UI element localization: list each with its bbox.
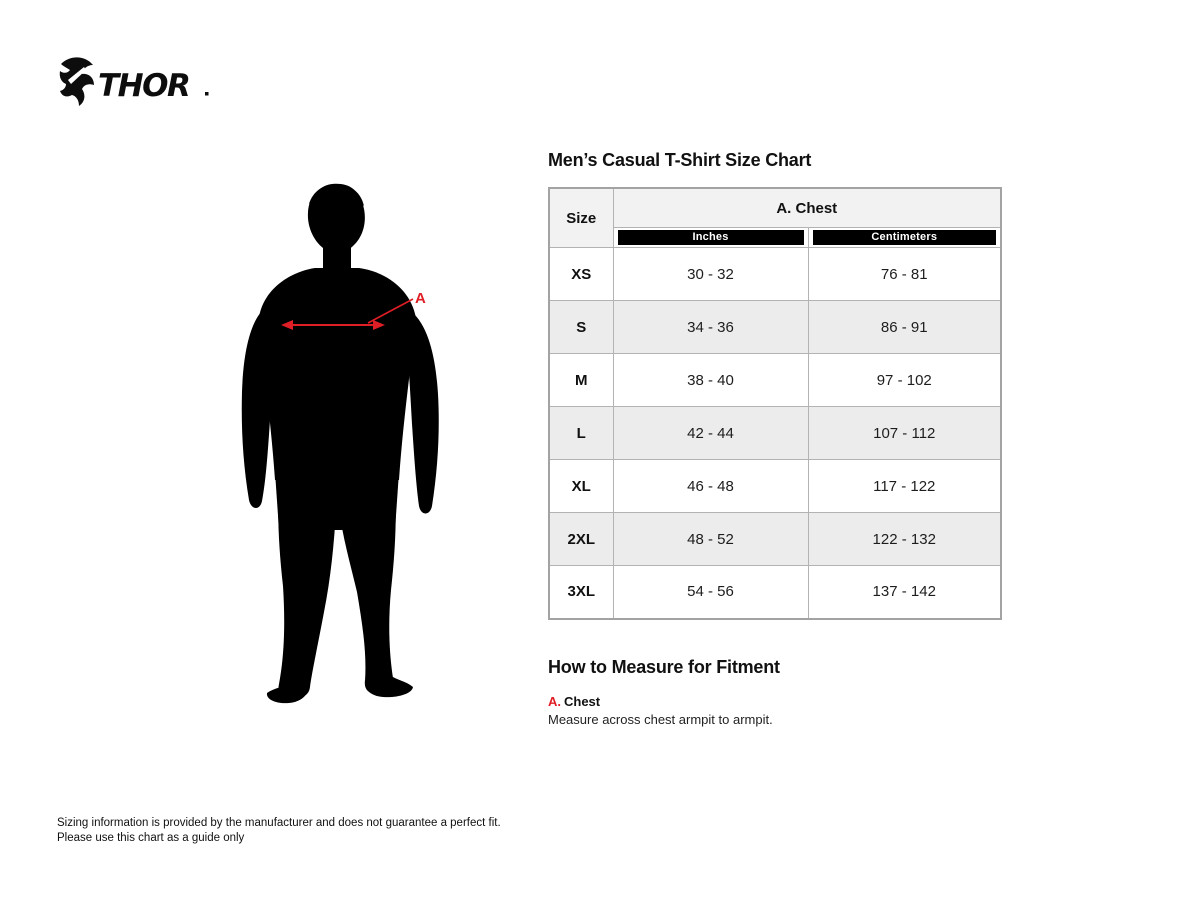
centimeters-cell: 97 - 102 <box>808 354 1001 407</box>
size-cell: 2XL <box>549 513 613 566</box>
centimeters-cell: 137 - 142 <box>808 566 1001 619</box>
inches-cell: 30 - 32 <box>613 248 808 301</box>
table-row <box>549 248 1001 301</box>
table-row <box>549 301 1001 354</box>
size-chart-table <box>548 187 1002 620</box>
inches-cell: 54 - 56 <box>613 566 808 619</box>
inches-cell: 42 - 44 <box>613 407 808 460</box>
measurement-figure <box>235 182 450 712</box>
brand-logo <box>56 56 216 108</box>
disclaimer-line-2: Please use this chart as a guide only <box>57 831 245 844</box>
measure-item-description: Measure across chest armpit to armpit. <box>548 712 773 727</box>
brand-wordmark: THOR <box>98 68 190 104</box>
centimeters-cell: 86 - 91 <box>808 301 1001 354</box>
table-header-row <box>549 188 1001 228</box>
inches-cell: 38 - 40 <box>613 354 808 407</box>
inches-cell: 48 - 52 <box>613 513 808 566</box>
measure-guide-section <box>548 657 780 727</box>
unit-header-centimeters: Centimeters <box>808 228 1001 248</box>
measure-item-chest <box>548 694 780 709</box>
table-unit-row <box>549 228 1001 248</box>
inches-cell: 46 - 48 <box>613 460 808 513</box>
measure-item-name: Chest <box>564 694 601 709</box>
centimeters-cell: 76 - 81 <box>808 248 1001 301</box>
size-cell: S <box>549 301 613 354</box>
size-cell: L <box>549 407 613 460</box>
centimeters-cell: 122 - 132 <box>808 513 1001 566</box>
inches-cell: 34 - 36 <box>613 301 808 354</box>
size-cell: XS <box>549 248 613 301</box>
table-row <box>549 407 1001 460</box>
size-cell: XL <box>549 460 613 513</box>
measure-item-letter: A. <box>548 694 561 709</box>
trademark-dot <box>205 92 209 96</box>
disclaimer <box>57 816 501 845</box>
chest-label-a: A <box>415 290 426 307</box>
size-cell: M <box>549 354 613 407</box>
size-chart-title: Men’s Casual T-Shirt Size Chart <box>548 150 812 170</box>
size-cell: 3XL <box>549 566 613 619</box>
disclaimer-line-1: Sizing information is provided by the manufacturer and does not guarantee a perfect fit. <box>57 817 501 829</box>
measure-guide-heading: How to Measure for Fitment <box>548 657 780 677</box>
silhouette-shape <box>242 184 439 703</box>
male-silhouette <box>235 182 450 712</box>
column-header-size: Size <box>549 188 613 248</box>
unit-header-inches: Inches <box>613 228 808 248</box>
table-row <box>549 354 1001 407</box>
table-row <box>549 566 1001 619</box>
thor-helmet-icon <box>60 57 94 106</box>
column-group-header-chest: A. Chest <box>613 188 1001 228</box>
centimeters-cell: 117 - 122 <box>808 460 1001 513</box>
table-row <box>549 460 1001 513</box>
centimeters-cell: 107 - 112 <box>808 407 1001 460</box>
thor-logo-graphic <box>56 56 216 108</box>
table-row <box>549 513 1001 566</box>
